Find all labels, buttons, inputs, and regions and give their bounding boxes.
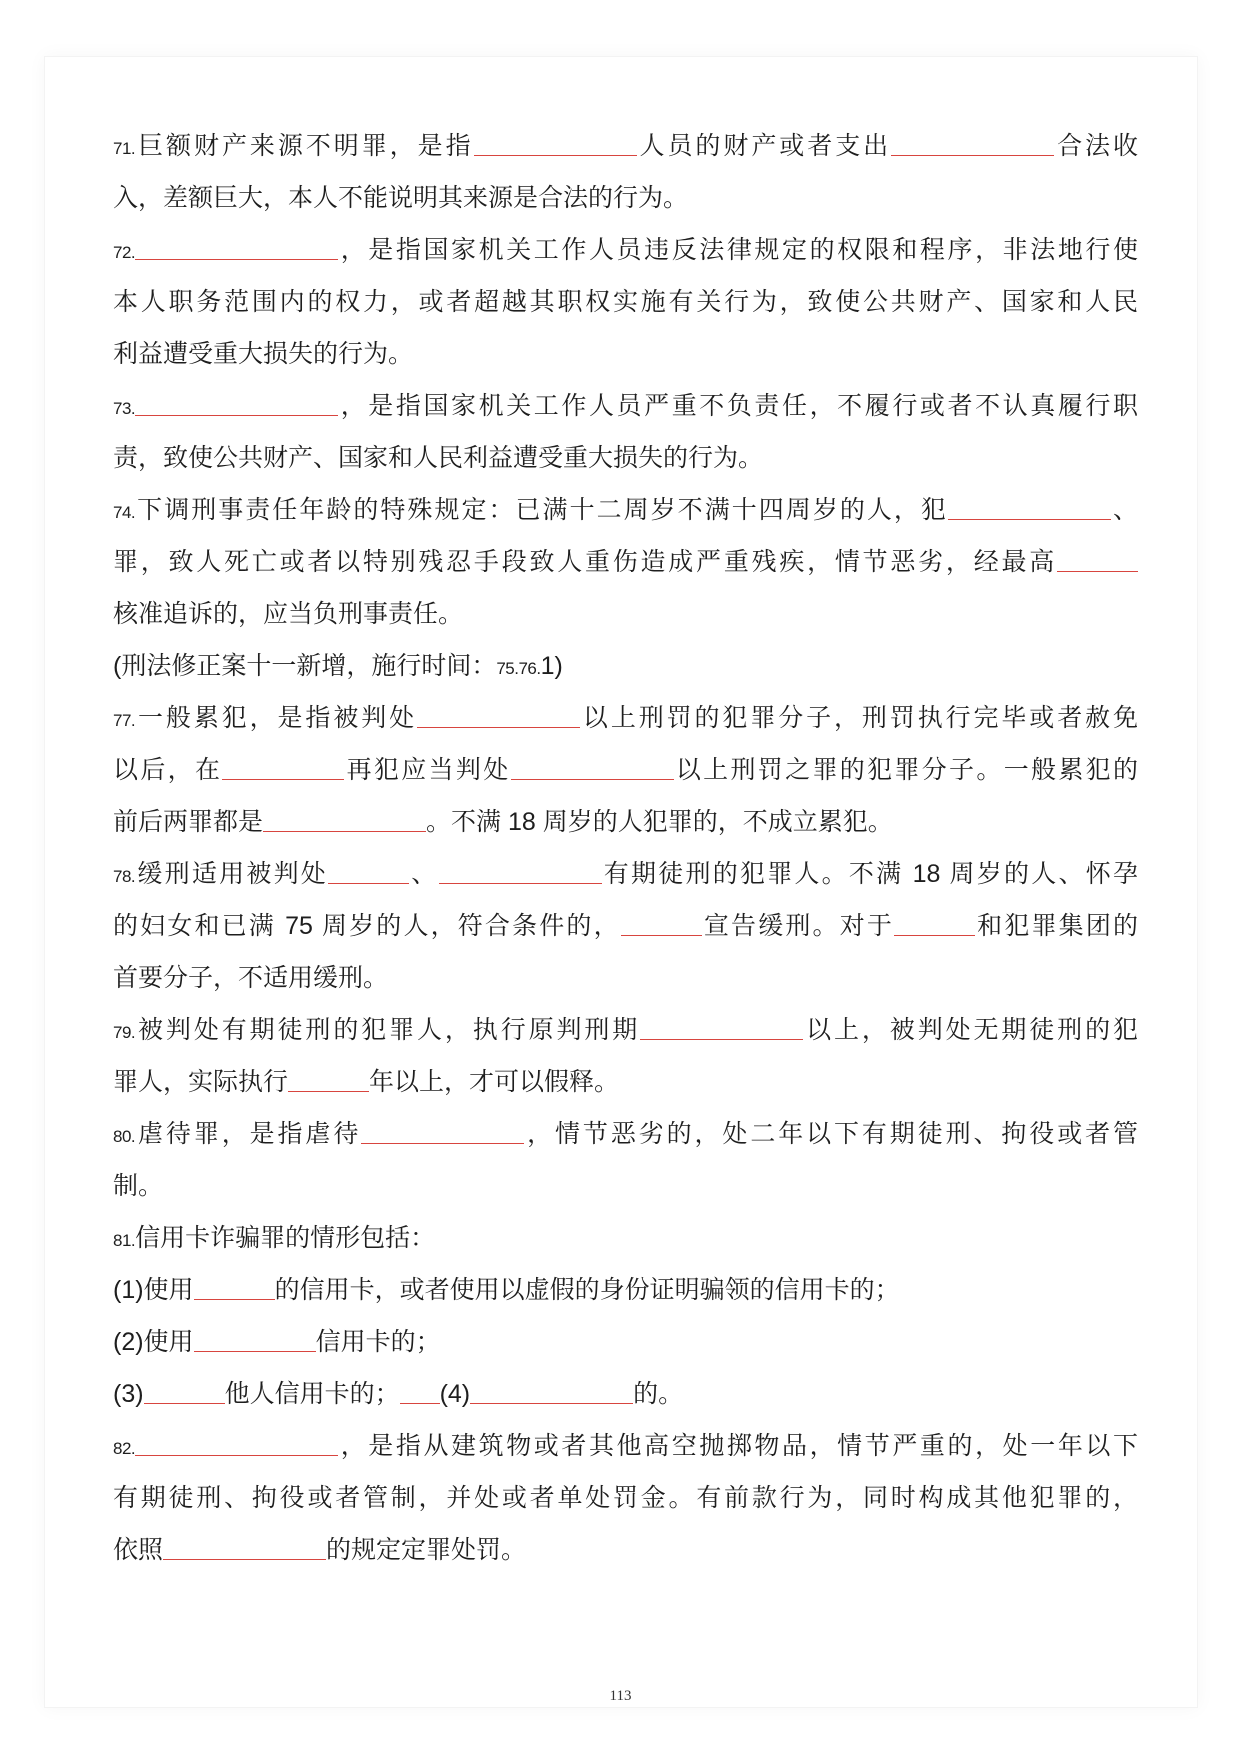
text-segment: (2)使用	[113, 1328, 194, 1356]
text-line	[113, 1316, 1138, 1368]
text-segment: 信用卡诈骗罪的情形包括：	[135, 1224, 436, 1252]
paragraph-q78	[113, 848, 1138, 1004]
fill-in-blank[interactable]	[222, 759, 344, 780]
text-segment: 1)	[540, 652, 563, 680]
fill-in-blank[interactable]	[894, 915, 975, 936]
text-line	[113, 432, 1138, 484]
question-number: 80.	[113, 1127, 136, 1146]
text-segment: 首要分子，不适用缓刑。	[113, 964, 389, 992]
text-line	[113, 952, 1138, 1004]
text-line	[113, 744, 1138, 796]
fill-in-blank[interactable]	[144, 1383, 225, 1404]
text-segment: 的。	[633, 1380, 684, 1408]
text-line	[113, 1264, 1138, 1316]
question-number: 77.	[113, 711, 136, 730]
fill-in-blank[interactable]	[439, 863, 602, 884]
text-segment: 再犯应当判处	[344, 756, 511, 784]
fill-in-blank[interactable]	[400, 1383, 440, 1404]
paragraph-q82	[113, 1420, 1138, 1576]
question-number: 81.	[113, 1231, 136, 1250]
text-segment: 前后两罪都是	[113, 808, 264, 836]
text-segment: 的妇女和已满 75 周岁的人，符合条件的，	[113, 912, 621, 940]
text-segment: 利益遭受重大损失的行为。	[113, 340, 414, 368]
text-line	[113, 1524, 1138, 1576]
text-line	[113, 848, 1138, 900]
page-number: 113	[609, 1688, 632, 1704]
text-segment: 年以上，才可以假释。	[369, 1068, 620, 1096]
text-segment: (1)使用	[113, 1276, 194, 1304]
text-line	[113, 536, 1138, 588]
text-line	[113, 1212, 1138, 1264]
text-segment: 有期徒刑、拘役或者管制，并处或者单处罚金。有前款行为，同时构成其他犯罪的，	[113, 1484, 1138, 1512]
text-segment: ，是指从建筑物或者其他高空抛掷物品，情节严重的，处一年以下	[338, 1432, 1138, 1460]
paragraph-q81-3	[113, 1368, 1138, 1420]
text-segment: 依照	[113, 1536, 164, 1564]
text-line	[113, 1368, 1138, 1420]
text-line	[113, 692, 1138, 744]
text-line	[113, 640, 1138, 692]
question-number: 73.	[113, 399, 136, 418]
fill-in-blank[interactable]	[948, 499, 1111, 520]
question-number: 72.	[113, 243, 136, 262]
paragraph-q81-2	[113, 1316, 1138, 1368]
question-number: 78.	[113, 867, 136, 886]
paragraph-q77	[113, 692, 1138, 848]
question-number: 82.	[113, 1439, 136, 1458]
text-segment: 人员的财产或者支出	[636, 132, 892, 160]
paragraph-q72	[113, 224, 1138, 380]
fill-in-blank[interactable]	[474, 135, 637, 156]
text-segment: 入，差额巨大，本人不能说明其来源是合法的行为。	[113, 184, 689, 212]
text-segment: 虐待罪，是指虐待	[135, 1120, 362, 1148]
fill-in-blank[interactable]	[163, 1539, 326, 1560]
text-segment: 以后，在	[113, 756, 223, 784]
text-segment: ，是指国家机关工作人员违反法律规定的权限和程序，非法地行使	[338, 236, 1138, 264]
paragraph-q74	[113, 484, 1138, 640]
text-line	[113, 900, 1138, 952]
fill-in-blank[interactable]	[288, 1071, 369, 1092]
text-segment: 被判处有期徒刑的犯罪人，执行原判刑期	[135, 1016, 641, 1044]
text-segment: 制。	[113, 1172, 164, 1200]
question-number: 75.76.	[496, 659, 541, 678]
text-segment: 、	[409, 860, 439, 888]
text-line	[113, 224, 1138, 276]
paragraph-q73	[113, 380, 1138, 484]
text-segment: 核准追诉的，应当负刑事责任。	[113, 600, 464, 628]
text-line	[113, 796, 1138, 848]
paragraph-q81	[113, 1212, 1138, 1264]
text-segment: 合法收	[1054, 132, 1138, 160]
text-segment: 一般累犯，是指被判处	[135, 704, 418, 732]
text-segment: 责，致使公共财产、国家和人民利益遭受重大损失的行为。	[113, 444, 764, 472]
paragraph-q79	[113, 1004, 1138, 1108]
text-line	[113, 380, 1138, 432]
text-line	[113, 1472, 1138, 1524]
fill-in-blank[interactable]	[621, 915, 702, 936]
text-segment: 、	[1110, 496, 1138, 524]
text-segment: (3)	[113, 1380, 144, 1408]
text-line	[113, 484, 1138, 536]
fill-in-blank[interactable]	[135, 239, 338, 260]
fill-in-blank[interactable]	[891, 135, 1054, 156]
paragraph-q71	[113, 120, 1138, 224]
fill-in-blank[interactable]	[194, 1331, 316, 1352]
paragraph-q80	[113, 1108, 1138, 1212]
text-segment: 的规定定罪处罚。	[326, 1536, 527, 1564]
fill-in-blank[interactable]	[1057, 551, 1138, 572]
text-segment: 巨额财产来源不明罪，是指	[135, 132, 474, 160]
question-number: 71.	[113, 139, 136, 158]
fill-in-blank[interactable]	[135, 1435, 338, 1456]
fill-in-blank[interactable]	[417, 707, 580, 728]
text-segment: 他人信用卡的；	[224, 1380, 400, 1408]
text-segment: 本人职务范围内的权力，或者超越其职权实施有关行为，致使公共财产、国家和人民	[113, 288, 1138, 316]
text-line	[113, 1056, 1138, 1108]
text-line	[113, 1108, 1138, 1160]
text-segment: 罪人，实际执行	[113, 1068, 289, 1096]
text-segment: 。不满 18 周岁的人犯罪的，不成立累犯。	[426, 808, 893, 836]
text-segment: 罪，致人死亡或者以特别残忍手段致人重伤造成严重残疾，情节恶劣，经最高	[113, 548, 1057, 576]
text-segment: 以上刑罚的犯罪分子，刑罚执行完毕或者赦免	[580, 704, 1138, 732]
question-number: 79.	[113, 1023, 136, 1042]
text-segment: (4)	[439, 1380, 471, 1408]
text-segment: 的信用卡，或者使用以虚假的身份证明骗领的信用卡的；	[274, 1276, 900, 1304]
fill-in-blank[interactable]	[194, 1279, 275, 1300]
text-line	[113, 588, 1138, 640]
text-segment: (刑法修正案十一新增，施行时间：	[113, 652, 497, 680]
paragraph-note	[113, 640, 1138, 692]
text-segment: 宣告缓刑。对于	[701, 912, 895, 940]
text-segment: 缓刑适用被判处	[135, 860, 329, 888]
text-segment: 下调刑事责任年龄的特殊规定：已满十二周岁不满十四周岁的人，犯	[135, 496, 948, 524]
text-segment: 以上刑罚之罪的犯罪分子。一般累犯的	[673, 756, 1138, 784]
text-line	[113, 1160, 1138, 1212]
paragraph-q81-1	[113, 1264, 1138, 1316]
text-line	[113, 276, 1138, 328]
text-segment: 有期徒刑的犯罪人。不满 18 周岁的人、怀孕	[601, 860, 1138, 888]
text-line	[113, 328, 1138, 380]
text-line	[113, 1420, 1138, 1472]
text-line	[113, 120, 1138, 172]
document-body	[113, 120, 1138, 1576]
text-line	[113, 172, 1138, 224]
fill-in-blank[interactable]	[328, 863, 409, 884]
text-segment: 以上，被判处无期徒刑的犯	[803, 1016, 1138, 1044]
text-line	[113, 1004, 1138, 1056]
fill-in-blank[interactable]	[135, 395, 338, 416]
text-segment: ，情节恶劣的，处二年以下有期徒刑、拘役或者管	[524, 1120, 1138, 1148]
fill-in-blank[interactable]	[263, 811, 426, 832]
text-segment: ，是指国家机关工作人员严重不负责任，不履行或者不认真履行职	[338, 392, 1138, 420]
fill-in-blank[interactable]	[470, 1383, 633, 1404]
question-number: 74.	[113, 503, 136, 522]
text-segment: 信用卡的；	[315, 1328, 441, 1356]
fill-in-blank[interactable]	[640, 1019, 803, 1040]
text-segment: 和犯罪集团的	[975, 912, 1138, 940]
fill-in-blank[interactable]	[361, 1123, 524, 1144]
fill-in-blank[interactable]	[511, 759, 674, 780]
